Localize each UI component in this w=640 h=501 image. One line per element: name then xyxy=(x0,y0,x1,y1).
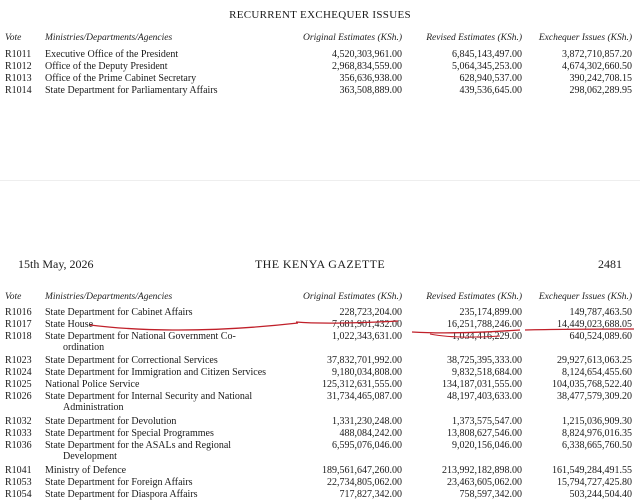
exchequer-issue: 390,242,708.15 xyxy=(569,73,632,84)
revised-estimate: 758,597,342.00 xyxy=(459,489,522,500)
exchequer-issue: 6,338,665,760.50 xyxy=(562,440,632,451)
vote-code: R1032 xyxy=(5,416,32,427)
exchequer-issue: 298,062,289.95 xyxy=(569,85,632,96)
vote-code: R1014 xyxy=(5,85,32,96)
ministry-name: State Department for National Government Co- xyxy=(45,331,236,342)
exchequer-header: Exchequer Issues (KSh.) xyxy=(538,33,632,43)
ministry-name-continued: ordination xyxy=(63,342,105,353)
revised-estimate: 439,536,645.00 xyxy=(459,85,522,96)
exchequer-issue: 8,824,976,016.35 xyxy=(562,428,632,439)
original-estimate: 6,595,076,046.00 xyxy=(332,440,402,451)
exchequer-issue: 640,524,089.60 xyxy=(569,331,632,342)
revised-estimate: 134,187,031,555.00 xyxy=(442,379,522,390)
vote-code: R1023 xyxy=(5,355,32,366)
revised-header: Revised Estimates (KSh.) xyxy=(426,33,522,43)
ministry-name: State Department for the ASALs and Regional xyxy=(45,440,232,451)
original-estimate: 4,520,303,961.00 xyxy=(332,49,402,60)
original-estimate: 228,723,204.00 xyxy=(339,307,402,318)
revised-estimate: 48,197,403,633.00 xyxy=(447,391,522,402)
vote-code: R1017 xyxy=(5,319,32,330)
original-estimate: 31,734,465,087.00 xyxy=(327,391,402,402)
revised-estimate: 16,251,788,246.00 xyxy=(447,319,522,330)
vote-code: R1033 xyxy=(5,428,32,439)
revised-estimate: 9,020,156,046.00 xyxy=(452,440,522,451)
ministry-name: Executive Office of the President xyxy=(45,49,179,60)
revised-estimate: 628,940,537.00 xyxy=(459,73,522,84)
page-number: 2481 xyxy=(598,257,622,271)
revised-estimate: 1,373,575,547.00 xyxy=(452,416,522,427)
underline-stroke xyxy=(90,323,298,330)
ministry-name: State Department for Internal Security and National xyxy=(45,391,253,402)
exchequer-issue: 38,477,579,309.20 xyxy=(557,391,632,402)
exchequer-header: Exchequer Issues (KSh.) xyxy=(538,292,632,302)
revised-estimate: 23,463,605,062.00 xyxy=(447,477,522,488)
vote-code: R1012 xyxy=(5,61,32,72)
vote-code: R1026 xyxy=(5,391,32,402)
vote-code: R1016 xyxy=(5,307,32,318)
vote-header: Vote xyxy=(5,292,22,302)
vote-code: R1053 xyxy=(5,477,32,488)
exchequer-issue: 8,124,654,455.60 xyxy=(562,367,632,378)
underline-stroke xyxy=(412,330,520,333)
ministry-name: State Department for Parliamentary Affairs xyxy=(45,85,218,96)
original-estimate: 1,331,230,248.00 xyxy=(332,416,402,427)
original-estimate: 189,561,647,260.00 xyxy=(322,465,402,476)
ministry-name-continued: Development xyxy=(63,451,117,462)
original-estimate: 125,312,631,555.00 xyxy=(322,379,402,390)
exchequer-issue: 3,872,710,857.20 xyxy=(562,49,632,60)
revised-estimate: 6,845,143,497.00 xyxy=(452,49,522,60)
vote-code: R1013 xyxy=(5,73,32,84)
exchequer-issue: 15,794,727,425.80 xyxy=(557,477,632,488)
revised-estimate: 1,034,416,229.00 xyxy=(452,331,522,342)
exchequer-issue: 503,244,504.40 xyxy=(569,489,632,500)
original-estimate: 488,084,242.00 xyxy=(339,428,402,439)
underline-stroke xyxy=(430,334,500,337)
original-estimate: 363,508,889.00 xyxy=(339,85,402,96)
ministry-name: Office of the Prime Cabinet Secretary xyxy=(45,73,197,84)
original-estimate: 9,180,034,808.00 xyxy=(332,367,402,378)
ministry-name: National Police Service xyxy=(45,379,140,390)
revised-header: Revised Estimates (KSh.) xyxy=(426,292,522,302)
ministry-header: Ministries/Departments/Agencies xyxy=(45,292,173,302)
underline-stroke xyxy=(296,321,398,323)
gazette-name: THE KENYA GAZETTE xyxy=(254,257,386,271)
original-estimate: 2,968,834,559.00 xyxy=(332,61,402,72)
ministry-name: State Department for Correctional Services xyxy=(45,355,218,366)
exchequer-issue: 14,449,023,688.05 xyxy=(557,319,632,330)
vote-header: Vote xyxy=(5,33,22,43)
original-estimate: 717,827,342.00 xyxy=(339,489,402,500)
original-estimate: 1,022,343,631.00 xyxy=(332,331,402,342)
vote-code: R1025 xyxy=(5,379,32,390)
revised-estimate: 13,808,627,546.00 xyxy=(447,428,522,439)
ministry-name: Office of the Deputy President xyxy=(45,61,168,72)
ministry-header: Ministries/Departments/Agencies xyxy=(45,33,173,43)
original-header: Original Estimates (KSh.) xyxy=(303,292,402,302)
exchequer-issue: 1,215,036,909.30 xyxy=(562,416,632,427)
revised-estimate: 5,064,345,253.00 xyxy=(452,61,522,72)
original-header: Original Estimates (KSh.) xyxy=(303,33,402,43)
ministry-name: State Department for Cabinet Affairs xyxy=(45,307,193,318)
revised-estimate: 38,725,395,333.00 xyxy=(447,355,522,366)
original-estimate: 22,734,805,062.00 xyxy=(327,477,402,488)
exchequer-issue: 4,674,302,660.50 xyxy=(562,61,632,72)
exchequer-issue: 104,035,768,522.40 xyxy=(552,379,632,390)
underline-stroke xyxy=(525,329,634,330)
revised-estimate: 235,174,899.00 xyxy=(459,307,522,318)
gazette-date: 15th May, 2026 xyxy=(18,257,94,271)
revised-estimate: 213,992,182,898.00 xyxy=(442,465,522,476)
vote-code: R1011 xyxy=(5,49,32,60)
ministry-name: State Department for Foreign Affairs xyxy=(45,477,193,488)
vote-code: R1054 xyxy=(5,489,32,500)
exchequer-issue: 161,549,284,491.55 xyxy=(552,465,632,476)
vote-code: R1041 xyxy=(5,465,32,476)
original-estimate: 37,832,701,992.00 xyxy=(327,355,402,366)
revised-estimate: 9,832,518,684.00 xyxy=(452,367,522,378)
vote-code: R1024 xyxy=(5,367,32,378)
original-estimate: 7,681,901,432.00 xyxy=(332,319,402,330)
ministry-name: State House xyxy=(45,319,94,330)
vote-code: R1018 xyxy=(5,331,32,342)
vote-code: R1036 xyxy=(5,440,32,451)
exchequer-issue: 29,927,613,063.25 xyxy=(557,355,632,366)
ministry-name: State Department for Devolution xyxy=(45,416,177,427)
ministry-name-continued: Administration xyxy=(63,402,124,413)
original-estimate: 356,636,938.00 xyxy=(339,73,402,84)
ministry-name: State Department for Immigration and Citizen Services xyxy=(45,367,267,378)
ministry-name: Ministry of Defence xyxy=(45,465,127,476)
ministry-name: State Department for Special Programmes xyxy=(45,428,214,439)
section-title: RECURRENT EXCHEQUER ISSUES xyxy=(229,9,411,21)
ministry-name: State Department for Diaspora Affairs xyxy=(45,489,198,500)
exchequer-issue: 149,787,463.50 xyxy=(569,307,632,318)
